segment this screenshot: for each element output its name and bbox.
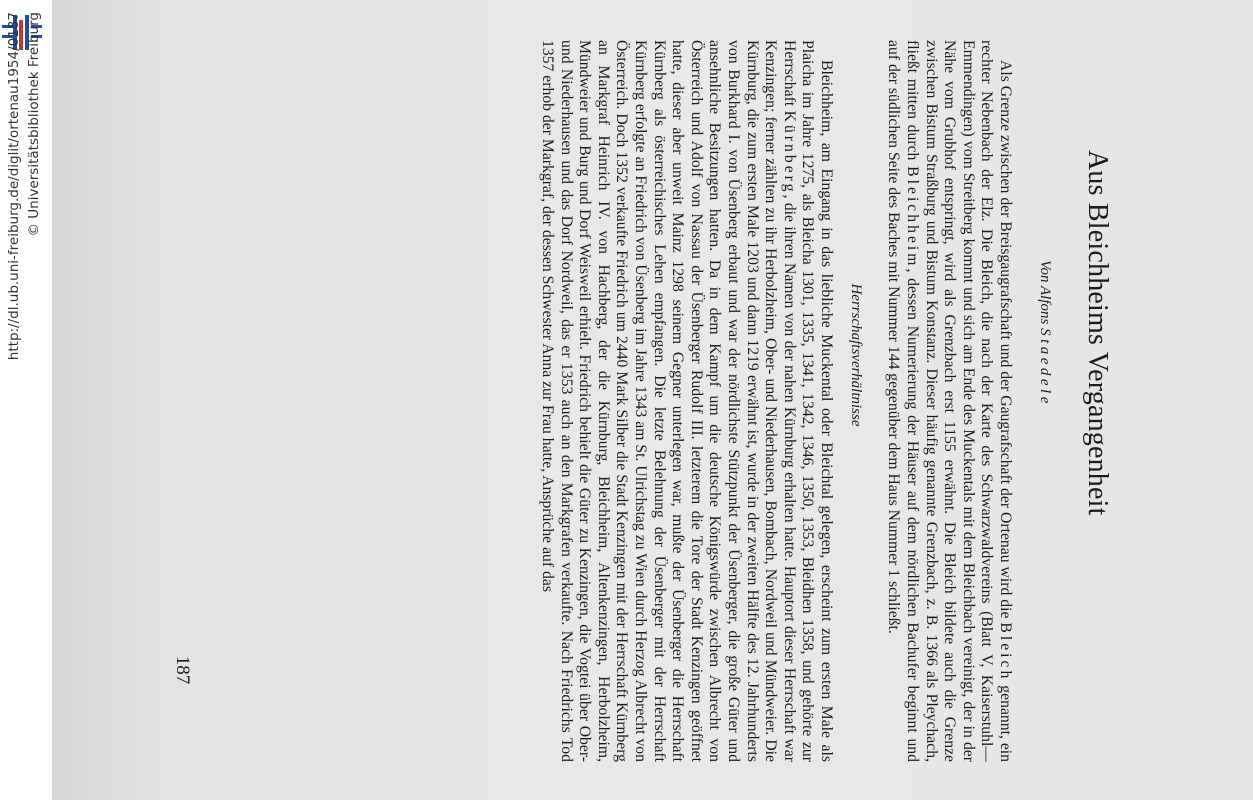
viewer-sidebar — [0, 0, 52, 800]
page-number: 187 — [172, 655, 193, 685]
spaced-term-bleich: Bleich — [997, 622, 1014, 682]
article-title: Aus Bleichheims Vergangenheit — [1082, 150, 1113, 516]
page-content — [52, 0, 1253, 800]
author-last-name: Staedele — [1037, 328, 1053, 407]
section-heading: Herrschaftsverhältnisse — [848, 283, 864, 427]
source-url[interactable]: http://dl.ub.uni-freiburg.de/diglit/ortenau1954/0187 — [6, 12, 22, 361]
byline-prefix: Von — [1037, 260, 1053, 283]
author-first-name: Alfons — [1037, 285, 1053, 325]
source-info — [4, 0, 50, 800]
scanned-page — [52, 0, 1253, 800]
spaced-term-bleichheim: Bleichheim — [904, 166, 922, 269]
spaced-term-kuernberg: Kürnberg — [780, 110, 798, 195]
copyright-notice: © Universitätsbibliothek Freiburg — [26, 12, 42, 237]
article-byline — [1036, 260, 1053, 460]
paragraph-1: Als Grenze zwischen der Breisgaugrafschaft und der Gaugrafschaft der Ortenau wird die Bleich genannt, ein rechter Nebenbach der Elz. Die Bleich, die nach der Karte des Schwarzwaldvereins (Blatt V, Kaiserstuhl—Emmendingen) vom Streitberg kommt und sich am Ende des Muckentals mit dem Bleichbach vereinigt, der in der Nähe vom Grubhof entspringt, wird als Grenzbach erst 1155 erwähnt. Die Bleich bildete auch die Grenze zwischen Bistum Straßburg und Bistum Konstanz. Dieser häufig genannte Grenzbach, z. B. 1366 als Pleychach, fließt mitten durch Bleichheim, dessen Numerierung der Häuser auf dem nördlichen Bachufer beginnt und auf der südlichen Seite des Baches mit Nummer 144 gegenüber dem Haus Nummer 1 schließt. — [885, 40, 1014, 762]
paragraph-2: Bleichheim, am Eingang in das liebliche Muckental oder Bleichtal gelegen, erscheint zum ersten Male als Plaicha im Jahre 1275, als Bleicha 1301, 1335, 1341, 1342, 1346, 1350, 1353, Bleidhen 1358, und gehörte zur Herrschaft Kürnberg, die ihren Namen von der nahen Kürnburg erhalten hatte. Hauptort dieser Herrschaft war Kenzingen; ferner zählten zu ihr Herbolzheim, Ober- und Niederhausen, Bombach, Nordweil und Mündweier. Die Kürnburg, die zum ersten Male 1203 und dann 1219 erwähnt ist, wurde in der zweiten Hälfte des 12. Jahrhunderts von Burkhard I. von Üsenberg erbaut und war der nördlichste Stützpunkt der Üsenberger, die große Güter und ansehnliche Besitzungen hatten. Da in dem Kampf um die deutsche Königswürde zwischen Albrecht von Österreich und Adolf von Nassau der Üsenberger Rudolf III. letzterem die Tore der Stadt Kenzingen geöffnet hatte, dieser aber unweit Mainz 1298 seinem Gegner unterlegen war, mußte der Üsenberger die Herrschaft Kürnberg als österreichisches Lehen empfangen. Die letzte Belehnung der Üsenberger mit der Herrschaft Kürnberg erfolgte an Friedrich von Üsenberg im Jahre 1343 am St. Ulrichstag zu Wien durch Herzog Albrecht von Österreich. Doch 1352 verkaufte Friedrich um 2440 Mark Silber die Stadt Kenzingen mit der Herrschaft Kürnberg an Markgraf Heinrich IV. von Hachberg, der die Kürnburg, Bleichheim, Altenkenzingen, Herbolzheim, Mündweier und Burg und Dorf Weisweil erhielt. Friedrich behielt die Güter zu Kenzingen, die Vogtei über Ober- und Niederhausen und das Dorf Nordweil, das er 1353 auch an den Markgrafen verkaufte. Nach Friedrichs Tod 1357 erhob der Markgraf, der dessen Schwester Anna zur Frau hatte, Ansprüche auf das — [539, 40, 835, 762]
